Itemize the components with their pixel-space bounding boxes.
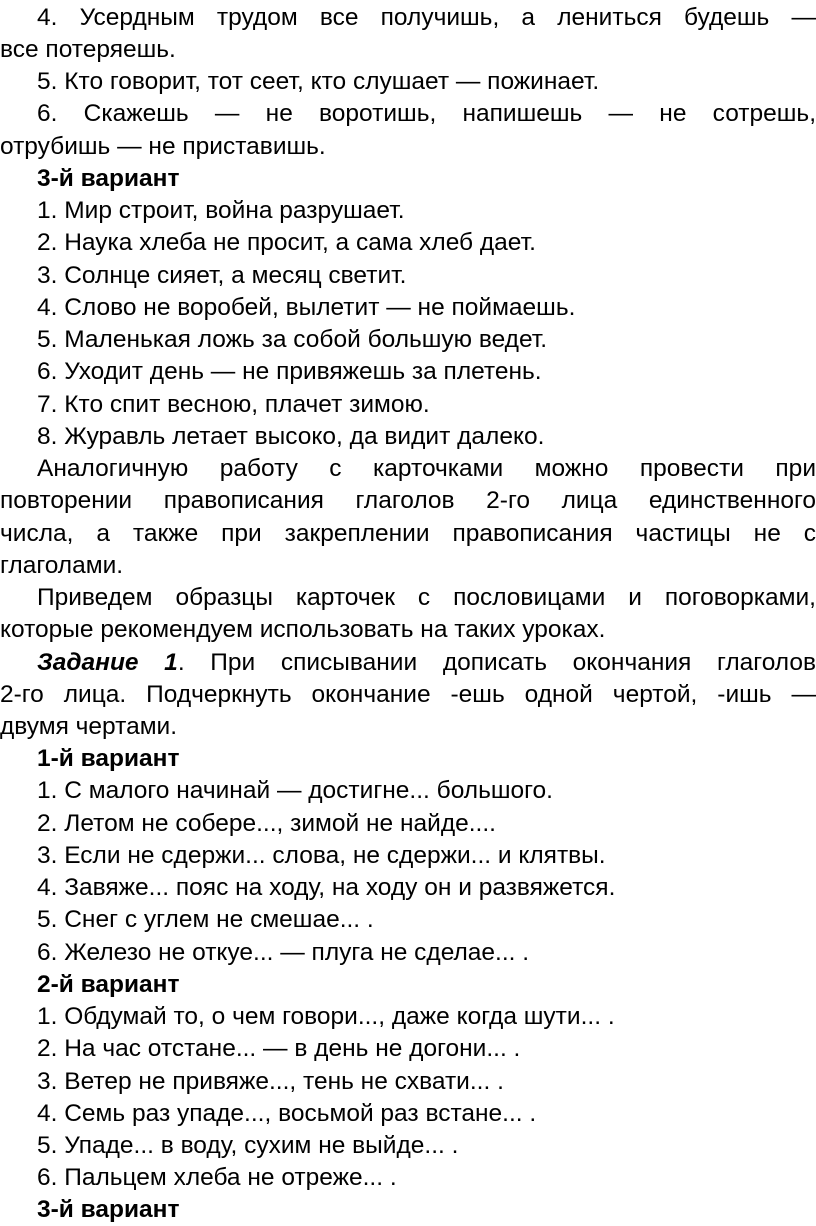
text-line: 3. Если не сдержи... слова, не сдержи... и клятвы. <box>37 842 606 869</box>
text-line: которые рекомендуем использовать на таких уроках. <box>0 616 606 643</box>
text-line: 4. Слово не воробей, вылетит — не поймаешь. <box>37 294 576 321</box>
text-line: 2. Наука хлеба не просит, а сама хлеб дает. <box>37 229 536 256</box>
text-line: 5. Упаде... в воду, сухим не выйде... . <box>37 1132 459 1159</box>
text-line: 4. Семь раз упаде..., восьмой раз встане... . <box>37 1100 537 1127</box>
text-line: 6. Скажешь — не воротишь, напишешь — не сотрешь, <box>37 100 816 127</box>
text-line: отрубишь — не приставишь. <box>0 133 326 160</box>
text-line: 4. Завяже... пояс на ходу, на ходу он и развяжется. <box>37 874 616 901</box>
text-line: 2. На час отстане... — в день не догони... . <box>37 1035 521 1062</box>
section-heading: 3-й вариант <box>37 1196 180 1223</box>
text-line: 6. Пальцем хлеба не отреже... . <box>37 1164 397 1191</box>
text-line: Приведем образцы карточек с пословицами и поговорками, <box>37 584 816 611</box>
text-line: 7. Кто спит весною, плачет зимою. <box>37 391 430 418</box>
text-line: 3. Ветер не привяже..., тень не схвати... . <box>37 1068 504 1095</box>
section-heading: 1-й вариант <box>37 745 180 772</box>
task-text: . При списывании дописать окончания глаголов <box>177 649 816 676</box>
text-line: 2. Летом не собере..., зимой не найде.... <box>37 810 496 837</box>
text-line: числа, а также при закреплении правописания частицы не с <box>0 520 816 547</box>
text-line: Аналогичную работу с карточками можно провести при <box>37 455 816 482</box>
text-line: 5. Кто говорит, тот сеет, кто слушает — пожинает. <box>37 68 600 95</box>
text-line: двумя чертами. <box>0 713 178 740</box>
text-line: 4. Усердным трудом все получишь, а лениться будешь — <box>37 4 816 31</box>
text-line: 1. С малого начинай — достигне... большого. <box>37 777 553 804</box>
text-line: 5. Маленькая ложь за собой большую ведет. <box>37 326 548 353</box>
task-title: Задание 1 <box>37 649 178 676</box>
text-line: 1. Мир строит, война разрушает. <box>37 197 405 224</box>
text-line: 5. Снег с углем не смешае... . <box>37 906 374 933</box>
text-line: повторении правописания глаголов 2-го лица единственного <box>0 487 816 514</box>
text-line: 2-го лица. Подчеркнуть окончание -ешь одной чертой, -ишь — <box>0 681 816 708</box>
text-line: 8. Журавль летает высоко, да видит далеко. <box>37 423 545 450</box>
text-line: 1. Обдумай то, о чем говори..., даже когда шути... . <box>37 1003 615 1030</box>
text-line: 6. Уходит день — не привяжешь за плетень. <box>37 358 542 385</box>
text-line: все потеряешь. <box>0 36 176 63</box>
text-line: 3. Солнце сияет, а месяц светит. <box>37 262 407 289</box>
text-line: 6. Железо не откуе... — плуга не сделае... . <box>37 939 530 966</box>
section-heading: 3-й вариант <box>37 165 180 192</box>
text-line: глаголами. <box>0 552 124 579</box>
task-line <box>37 647 816 679</box>
section-heading: 2-й вариант <box>37 971 180 998</box>
